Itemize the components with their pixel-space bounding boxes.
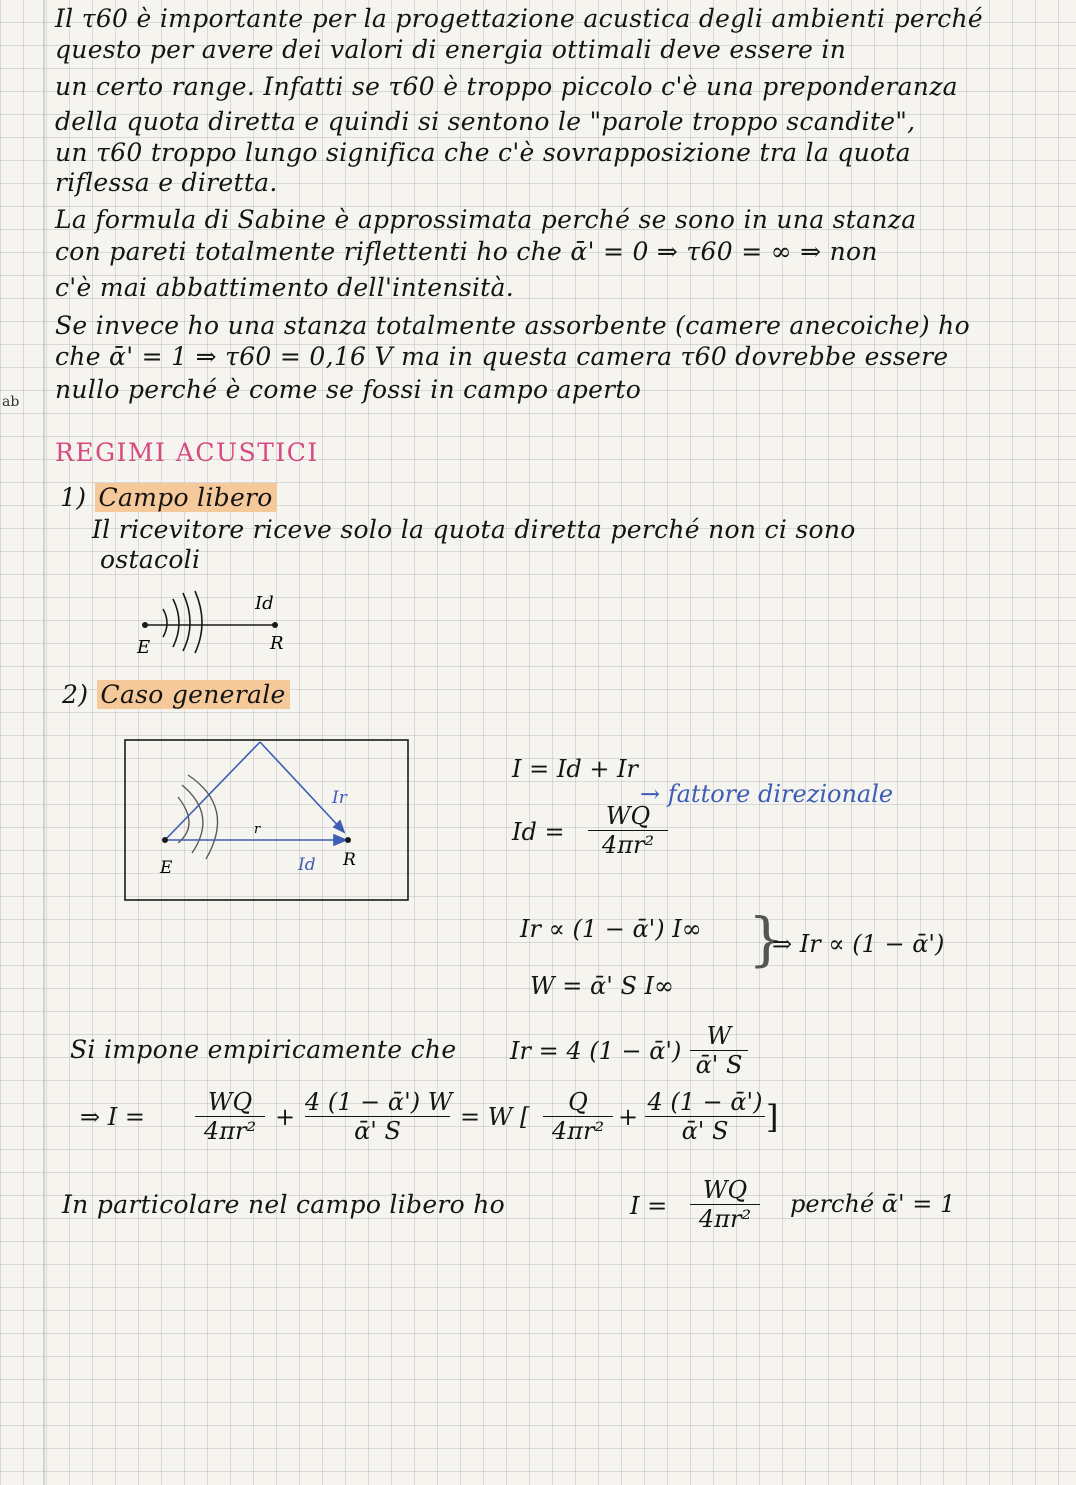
receiver-label: R — [270, 633, 284, 654]
fraction-denominator: ᾱ' S — [690, 1050, 748, 1079]
wavefront-4 — [195, 591, 202, 653]
section-1-number: 1) — [60, 483, 87, 512]
section-2-title: Caso generale — [97, 680, 290, 709]
section-heading: REGIMI ACUSTICI — [55, 438, 319, 467]
fraction-denominator: 4πr² — [588, 830, 668, 859]
margin-line — [43, 0, 45, 1485]
fraction-denominator: 4πr² — [195, 1116, 265, 1145]
source-point — [162, 837, 168, 843]
text-line-4: della quota diretta e quindi si sentono le "parole troppo scandite", — [55, 107, 916, 136]
fraction-numerator: 4 (1 − ᾱ') — [647, 1088, 763, 1116]
empirical-text: Si impone empiricamente che — [70, 1035, 457, 1064]
big-formula-lhs: ⇒ I = — [80, 1103, 145, 1131]
equation-total-intensity: I = Id + Ir — [512, 755, 639, 783]
empirical-equation: Ir = 4 (1 − ᾱ') — [510, 1037, 682, 1065]
wavefront-1 — [163, 609, 167, 637]
margin-mark: ab — [2, 394, 20, 410]
source-point — [142, 622, 148, 628]
fraction-denominator: 4πr² — [690, 1204, 760, 1233]
text-line-11: che ᾱ' = 1 ⇒ τ60 = 0,16 V ma in questa camera τ60 dovrebbe essere — [55, 342, 949, 371]
section-2-heading — [62, 680, 290, 710]
source-label: E — [137, 637, 151, 658]
fraction-numerator: WQ — [605, 802, 651, 830]
fraction-numerator: WQ — [702, 1176, 748, 1204]
receiver-point — [272, 622, 278, 628]
wavefront-2 — [173, 599, 179, 647]
equation-reflected-result: ⇒ Ir ∝ (1 − ᾱ') — [772, 930, 945, 958]
fraction-numerator: Q — [568, 1088, 588, 1116]
equation-reflected-proportional: Ir ∝ (1 − ᾱ') I∞ — [520, 915, 702, 943]
section-1-heading — [60, 483, 277, 513]
plus-sign-1: + — [275, 1103, 296, 1131]
reflected-ray-down — [260, 742, 344, 832]
text-line-2: questo per avere dei valori di energia ottimali deve essere in — [55, 35, 847, 64]
fraction-denominator: 4πr² — [543, 1116, 613, 1145]
text-line-7: La formula di Sabine è approssimata perché se sono in una stanza — [55, 205, 917, 234]
section-1-body-2: ostacoli — [100, 545, 201, 574]
section-1-body-1: Il ricevitore riceve solo la quota diretta perché non ci sono — [92, 515, 856, 544]
section-1-title: Campo libero — [95, 483, 277, 512]
big-fraction-1 — [195, 1088, 265, 1145]
distance-label: r — [254, 822, 261, 837]
big-fraction-4 — [645, 1088, 765, 1145]
room-diagram — [120, 735, 415, 905]
text-line-5: un τ60 troppo lungo significa che c'è sovrapposizione tra la quota — [55, 138, 911, 167]
fraction-numerator: WQ — [207, 1088, 253, 1116]
receiver-point — [345, 837, 351, 843]
big-formula-equals: = W [ — [460, 1103, 530, 1131]
big-fraction-2 — [305, 1088, 453, 1145]
text-line-9: c'è mai abbattimento dell'intensità. — [55, 273, 514, 302]
text-line-3: un certo range. Infatti se τ60 è troppo piccolo c'è una preponderanza — [55, 72, 958, 101]
text-line-1: Il τ60 è importante per la progettazione acustica degli ambienti perché — [55, 4, 984, 33]
fraction-numerator: W — [706, 1022, 732, 1050]
direct-arrowhead — [334, 835, 346, 845]
closing-bracket: ] — [766, 1098, 779, 1136]
text-line-6: riflessa e diretta. — [55, 168, 278, 197]
big-fraction-3 — [543, 1088, 613, 1145]
wavefront-3 — [183, 593, 190, 651]
receiver-label: R — [343, 850, 356, 870]
fraction-numerator: 4 (1 − ᾱ') W — [305, 1088, 453, 1116]
direct-label: Id — [298, 855, 316, 875]
intensity-label: Id — [255, 593, 274, 614]
equation-direct-fraction — [588, 802, 668, 859]
fraction-denominator: ᾱ' S — [645, 1116, 765, 1145]
text-line-12: nullo perché è come se fossi in campo aperto — [55, 375, 642, 404]
reflected-label: Ir — [332, 788, 347, 808]
free-field-lhs: I = — [630, 1192, 668, 1220]
free-field-fraction — [690, 1176, 760, 1233]
directional-factor-note: → fattore direzionale — [640, 780, 894, 808]
section-2-number: 2) — [62, 680, 89, 709]
text-line-10: Se invece ho una stanza totalmente assorbente (camere anecoiche) ho — [55, 311, 970, 340]
fraction-denominator: ᾱ' S — [305, 1116, 450, 1145]
reflected-ray-up — [165, 742, 260, 840]
plus-sign-2: + — [618, 1103, 639, 1131]
equation-direct-lhs: Id = — [512, 818, 565, 846]
empirical-fraction — [690, 1022, 748, 1079]
equation-power: W = ᾱ' S I∞ — [530, 972, 675, 1000]
source-label: E — [160, 858, 173, 878]
free-field-text: In particolare nel campo libero ho — [62, 1190, 506, 1219]
curly-brace: } — [748, 905, 785, 973]
free-field-diagram — [125, 585, 305, 660]
text-line-8: con pareti totalmente riflettenti ho che ᾱ' = 0 ⇒ τ60 = ∞ ⇒ non — [55, 237, 878, 266]
free-field-condition: perché ᾱ' = 1 — [790, 1190, 956, 1218]
